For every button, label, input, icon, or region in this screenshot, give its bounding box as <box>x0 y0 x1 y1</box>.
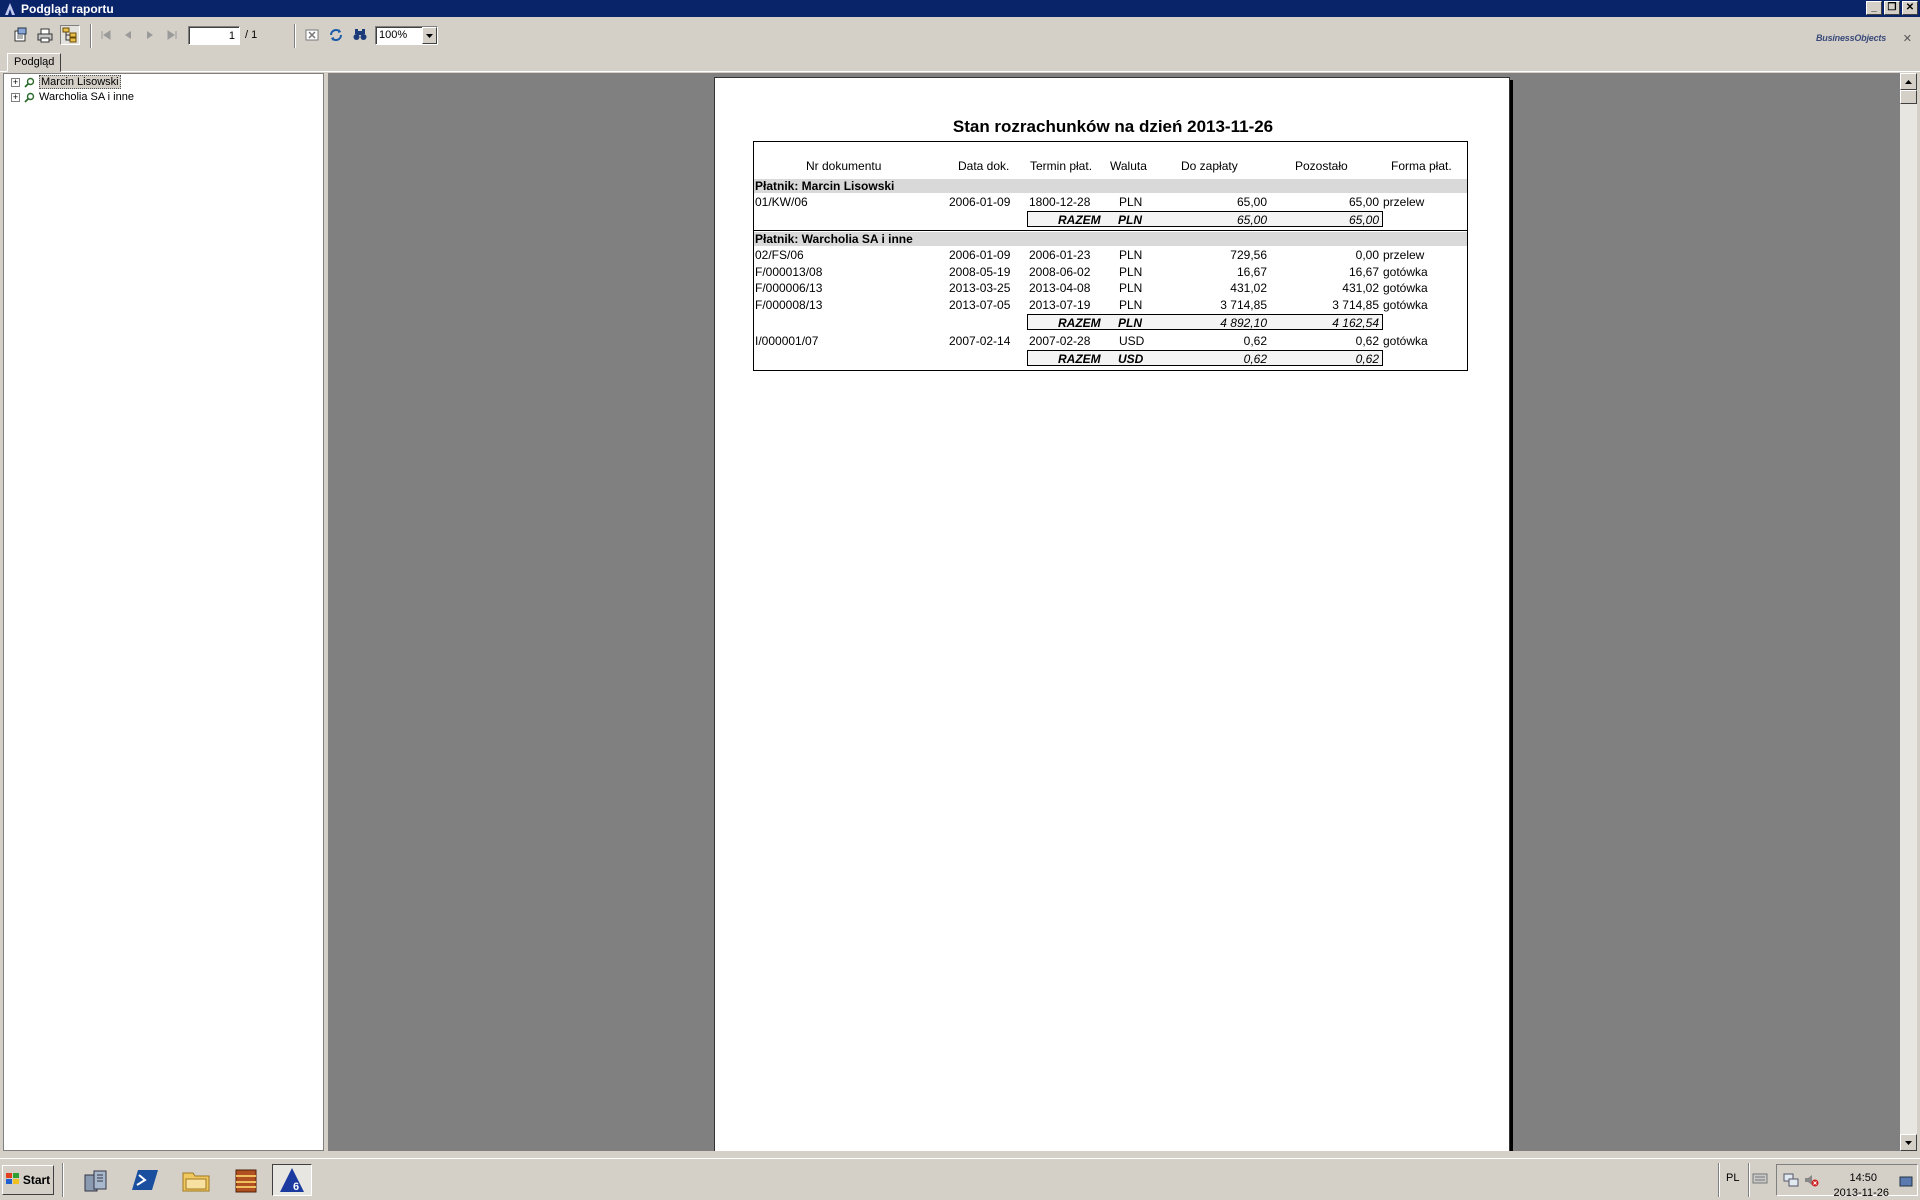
scroll-down-icon[interactable] <box>1900 1134 1917 1151</box>
stop-icon[interactable] <box>302 25 322 45</box>
close-button[interactable]: ✕ <box>1902 1 1918 15</box>
column-header: Nr dokumentu <box>806 159 882 173</box>
svg-text:6: 6 <box>293 1181 300 1193</box>
table-row: I/000001/07 2007-02-14 2007-02-28 USD 0,62 0,62 gotówka <box>755 334 1428 348</box>
page-number-input[interactable] <box>188 26 240 45</box>
system-tray <box>1776 1164 1918 1199</box>
divider <box>754 230 1467 231</box>
archive-app-icon[interactable] <box>226 1164 266 1196</box>
group-total: RAZEM PLN 65,00 65,00 <box>1027 211 1383 227</box>
group-header: Płatnik: Marcin Lisowski <box>754 179 1467 193</box>
next-page-icon[interactable] <box>140 25 160 45</box>
report-title: Stan rozrachunków na dzień 2013-11-26 <box>952 117 1274 136</box>
refresh-icon[interactable] <box>326 25 346 45</box>
first-page-icon[interactable] <box>96 25 116 45</box>
table-row: 01/KW/06 2006-01-09 1800-12-28 PLN 65,00 65,00 przelew <box>755 195 1425 209</box>
magnifier-icon <box>24 91 36 103</box>
tree-item-marcin-lisowski[interactable] <box>11 75 121 89</box>
table-row: 02/FS/06 2006-01-09 2006-01-23 PLN 729,56 0,00 przelew <box>755 248 1425 262</box>
column-header: Termin płat. <box>1030 159 1093 173</box>
tree-item-label: Marcin Lisowski <box>41 76 119 88</box>
tab-preview[interactable]: Podgląd <box>7 53 61 72</box>
language-indicator[interactable]: PL <box>1726 1172 1740 1184</box>
tree-item-label: Warcholia SA i inne <box>39 91 134 103</box>
tree-item-warcholia[interactable] <box>11 90 134 104</box>
group-tree-toggle-icon[interactable] <box>60 25 80 45</box>
vertical-scrollbar[interactable] <box>1900 73 1917 1151</box>
column-header: Do zapłaty <box>1181 159 1238 173</box>
scroll-thumb[interactable] <box>1900 90 1917 104</box>
column-header: Data dok. <box>958 159 1010 173</box>
network-icon[interactable] <box>1783 1172 1799 1191</box>
app-icon <box>3 2 17 16</box>
report-app-icon[interactable] <box>272 1164 312 1196</box>
report-table <box>753 141 1468 371</box>
expand-icon[interactable]: + <box>12 91 19 102</box>
chevron-down-icon[interactable] <box>422 27 437 44</box>
group-tree <box>3 73 324 1151</box>
keyboard-icon[interactable] <box>1752 1171 1768 1188</box>
minimize-button[interactable]: _ <box>1866 1 1882 15</box>
window-title: Podgląd raportu <box>21 1 114 16</box>
report-viewer <box>328 73 1900 1151</box>
last-page-icon[interactable] <box>162 25 182 45</box>
report-page <box>714 77 1510 1151</box>
table-row: F/000008/13 2013-07-05 2013-07-19 PLN 3 714,85 3 714,85 gotówka <box>755 298 1428 312</box>
column-header: Waluta <box>1110 159 1147 173</box>
previous-page-icon[interactable] <box>118 25 138 45</box>
server-manager-icon[interactable] <box>76 1164 116 1196</box>
tab-strip <box>0 53 1920 72</box>
expand-icon[interactable]: + <box>12 76 19 87</box>
page-total-label: / 1 <box>245 29 258 41</box>
start-button[interactable] <box>2 1165 54 1195</box>
taskbar <box>0 1158 1920 1200</box>
title-bar <box>0 0 1920 17</box>
column-header: Pozostało <box>1295 159 1348 173</box>
explorer-icon[interactable] <box>176 1164 216 1196</box>
table-row: F/000006/13 2013-03-25 2013-04-08 PLN 431,02 431,02 gotówka <box>755 281 1428 295</box>
brand-logo: BusinessObjects <box>1815 33 1886 43</box>
toolbar <box>0 17 1920 53</box>
group-header: Płatnik: Warcholia SA i inne <box>754 232 1467 246</box>
magnifier-icon <box>24 76 36 88</box>
zoom-value: 100% <box>379 29 408 41</box>
search-icon[interactable] <box>350 25 370 45</box>
volume-muted-icon[interactable] <box>1803 1172 1819 1191</box>
powershell-icon[interactable] <box>126 1164 166 1196</box>
print-icon[interactable] <box>35 25 55 45</box>
column-header: Forma płat. <box>1391 159 1452 173</box>
restore-button[interactable]: ❐ <box>1884 1 1900 15</box>
table-row: F/000013/08 2008-05-19 2008-06-02 PLN 16,67 16,67 gotówka <box>755 265 1428 279</box>
close-icon[interactable]: ✕ <box>1902 33 1912 45</box>
windows-logo-icon <box>6 1173 20 1188</box>
start-label: Start <box>22 1173 51 1187</box>
group-total: RAZEM USD 0,62 0,62 <box>1027 350 1383 366</box>
zoom-select[interactable] <box>375 26 438 45</box>
show-desktop-icon[interactable] <box>1899 1174 1913 1191</box>
group-total: RAZEM PLN 4 892,10 4 162,54 <box>1027 314 1383 330</box>
export-icon[interactable] <box>10 25 30 45</box>
scroll-up-icon[interactable] <box>1900 73 1917 90</box>
clock-date: 2013-11-26 <box>1833 1187 1889 1199</box>
clock-time: 14:50 <box>1849 1172 1877 1184</box>
